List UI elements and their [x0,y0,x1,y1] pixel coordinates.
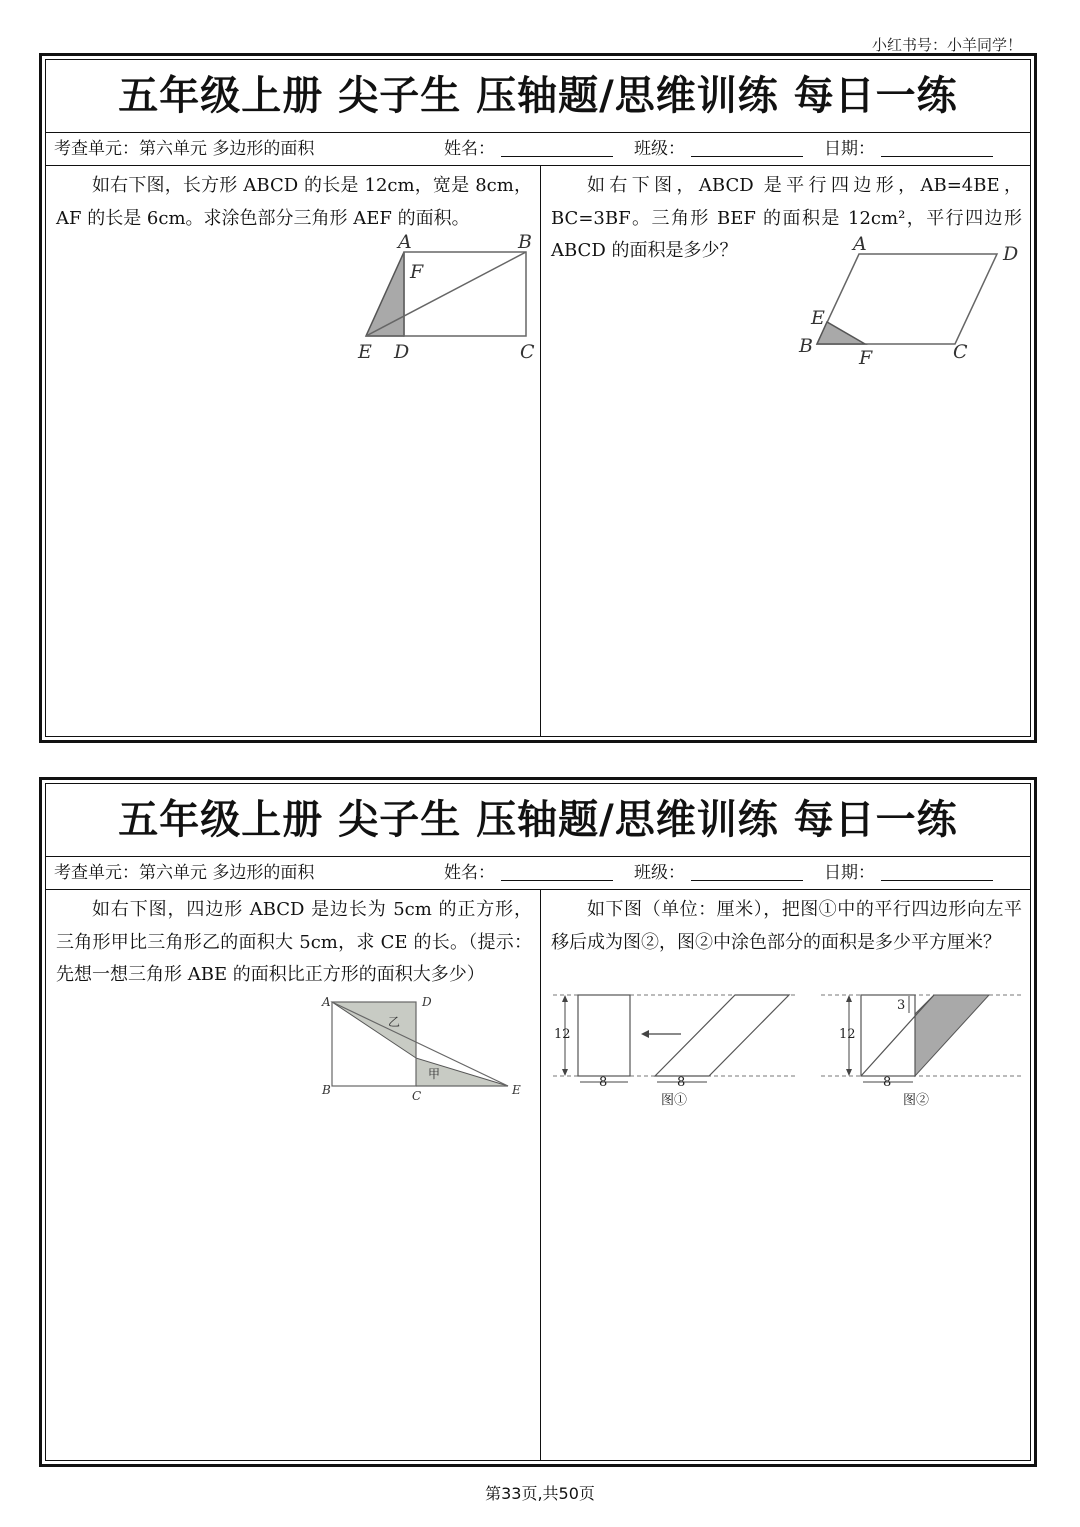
problems-area [46,166,1030,736]
label-c: C [412,1089,422,1103]
sheet-title: 五年级上册 尖子生 压轴题/思维训练 每日一练 [46,784,1030,857]
name-blank[interactable] [501,858,613,881]
name-field[interactable] [444,857,613,889]
unit-label: 考查单元：第六单元 多边形的面积 [54,863,315,883]
label-f: F [410,261,424,283]
label-a: A [322,995,331,1009]
translation-figure-1 [551,990,801,1110]
date-label: 日期： [824,139,875,159]
arrow-head [641,1030,649,1038]
shaded-triangle-yi [332,1002,416,1058]
label-b: B [518,231,532,253]
label-e: E [358,341,372,363]
label-jia: 甲 [428,1067,441,1081]
class-field[interactable] [634,857,803,889]
date-blank[interactable] [881,134,993,157]
label-c: C [953,341,968,363]
square-triangle-figure [316,990,536,1103]
unit-label: 考查单元：第六单元 多边形的面积 [54,139,315,159]
label-e: E [811,307,825,329]
page-number: 第33页,共50页 [485,1484,595,1503]
label-b: B [322,1083,331,1097]
name-blank[interactable] [501,134,613,157]
problem-2 [541,166,1030,736]
date-field[interactable] [824,133,993,165]
class-field[interactable] [634,133,803,165]
label-d: D [422,995,432,1009]
parallelogram-shape [655,995,789,1076]
problem-text: 如右下图，长方形 ABCD 的长是 12cm，宽是 8cm，AF 的长是 6cm。求涂色部分三角形 AEF 的面积。 [56,175,532,229]
info-row [46,857,1030,890]
problem-text: 如下图（单位：厘米），把图①中的平行四边形向左平移后成为图②，图②中涂色部分的面积是多少平方厘米？ [551,899,1022,953]
problem-4 [541,890,1030,1460]
label-yi: 乙 [388,1015,401,1029]
date-field[interactable] [824,857,993,889]
width-label-2: 8 [677,1075,686,1090]
problem-3 [46,890,541,1460]
problems-area [46,890,1030,1460]
parallelogram-abcd [817,254,997,344]
figure-caption-1: 图① [661,1093,688,1108]
name-field[interactable] [444,133,613,165]
problem-text: 如右下图，四边形 ABCD 是边长为 5cm 的正方形，三角形甲比三角形乙的面积大 5cm，求 CE 的长。（提示：先想一想三角形 ABE 的面积比正方形的面积大多少） [56,899,532,985]
class-blank[interactable] [691,134,803,157]
date-label: 日期： [824,863,875,883]
problem-1 [46,166,541,736]
shaded-triangle-aef [366,252,404,336]
rectangle-figure [352,231,552,378]
class-label: 班级： [634,863,685,883]
label-c: C [520,341,535,363]
parallelogram-figure [795,233,1035,370]
height-label-1: 12 [554,1027,571,1042]
label-a: A [398,231,412,253]
width-label-1: 8 [599,1075,608,1090]
shaded-region [915,995,989,1076]
label-a: A [853,233,867,255]
info-row [46,133,1030,166]
name-label: 姓名： [444,139,495,159]
worksheet-1 [39,53,1037,743]
label-b: B [799,335,813,357]
label-d: D [1003,243,1019,265]
worksheet-2 [39,777,1037,1467]
problem-text: 如右下图，ABCD 是平行四边形，AB=4BE，BC=3BF。三角形 BEF 的面积是 12cm²，平行四边形 ABCD 的面积是多少？ [551,175,1022,261]
name-label: 姓名： [444,863,495,883]
sheet-title: 五年级上册 尖子生 压轴题/思维训练 每日一练 [46,60,1030,133]
rectangle-shape [861,995,915,1076]
class-blank[interactable] [691,858,803,881]
rectangle-shape [578,995,630,1076]
watermark: 小红书号：小羊同学！ [871,36,1022,54]
figure-caption-2: 图② [903,1093,930,1108]
height-label: 12 [839,1027,856,1042]
label-f: F [859,347,873,369]
label-e: E [512,1083,521,1097]
translation-figure-2 [819,990,1029,1110]
class-label: 班级： [634,139,685,159]
top-label: 3 [897,998,906,1013]
date-blank[interactable] [881,858,993,881]
width-label: 8 [883,1075,892,1090]
label-d: D [394,341,410,363]
